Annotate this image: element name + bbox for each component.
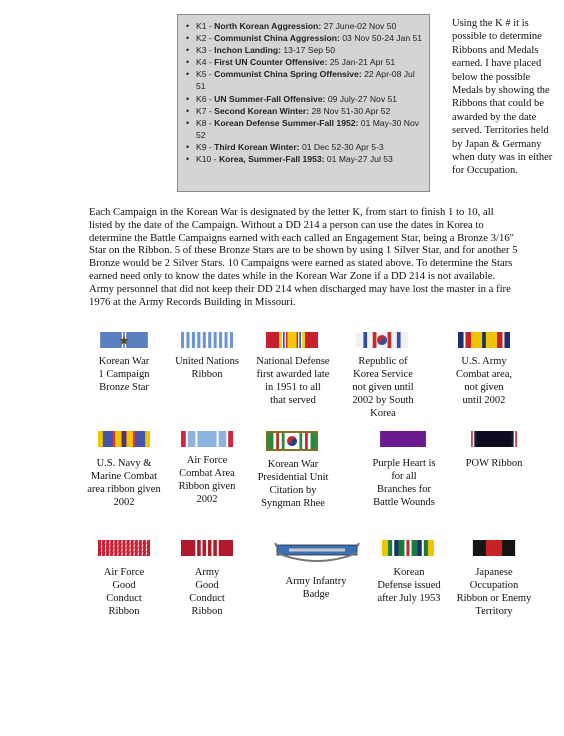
campaign-item: • K4 - First UN Counter Offensive: 25 Jan-21 Apr 51 <box>184 56 425 68</box>
caption-line: Ribbon <box>108 605 140 617</box>
national-defense-ribbon <box>266 332 318 348</box>
caption-line: Combat Area <box>179 467 235 479</box>
national-defense-caption <box>247 356 339 408</box>
caption-line: Occupation <box>469 579 519 591</box>
campaign-dates: 01 Dec 52-30 Apr 5-3 <box>301 141 384 152</box>
caption-line: Army <box>194 567 220 578</box>
campaign-item: • K2 - Communist China Aggression: 03 Nov 50-24 Jan 51 <box>184 32 425 44</box>
campaign-item: • K5 - Communist China Spring Offensive: 22 Apr-08 Jul 51 <box>184 68 425 92</box>
caption-line: not given <box>464 381 504 393</box>
campaign-code: K5 <box>196 69 207 80</box>
campaign-dates: 28 Nov 51-30 Apr 52 <box>311 105 391 116</box>
caption-line: Citation by <box>269 484 317 496</box>
caption-line: Conduct <box>189 592 225 604</box>
campaign-dates: 03 Nov 50-24 Jan 51 <box>342 33 423 44</box>
army-combat-area-caption <box>439 356 529 408</box>
campaign-dates: 13-17 Sep 50 <box>283 45 335 56</box>
united-nations-ribbon <box>181 332 233 348</box>
caption-line: until 2002 <box>462 394 506 406</box>
caption-line: Battle Wounds <box>373 496 435 508</box>
campaign-code: K2 <box>196 33 207 44</box>
campaign-item: • K1 - North Korean Aggression: 27 June-02 Nov 50 <box>184 20 425 32</box>
campaign-code: K8 <box>196 117 207 128</box>
caption-line: in 1951 to all <box>265 381 321 393</box>
campaign-dates: 09 July-27 Nov 51 <box>327 93 398 104</box>
caption-line: Korean <box>393 567 425 578</box>
campaign-item: • K3 - Inchon Landing: 13-17 Sep 50 <box>184 44 425 56</box>
presidential-unit-ribbon <box>266 431 318 451</box>
campaign-item: • K7 - Second Korean Winter: 28 Nov 51-30 Apr 52 <box>184 105 425 117</box>
caption-line: POW Ribbon <box>465 458 523 469</box>
caption-line: United Nations <box>175 356 239 367</box>
caption-line: Bronze Star <box>99 381 149 393</box>
purple-heart-ribbon <box>377 431 429 447</box>
campaign-name: North Korean Aggression: <box>214 21 322 31</box>
caption-line: Air Force <box>186 455 228 466</box>
caption-line: U.S. Army <box>461 356 507 367</box>
purple-heart-caption <box>358 458 450 510</box>
campaign-item: • K8 - Korean Defense Summer-Fall 1952: 01 May-30 Nov 52 <box>184 117 425 141</box>
campaign-code: K1 <box>196 21 207 31</box>
caption-line: area ribbon given <box>87 483 161 495</box>
side-note: Using the K # it is possible to determine Ribbons and Medals earned. I have placed below the possible Medals by showing the Ribbons that could be awarded by the date served. Territories held by Japan & Germany when duty was in either for Occupation. <box>452 18 553 177</box>
rok-service-ribbon <box>356 332 408 348</box>
caption-line: 2002 <box>196 493 218 505</box>
korean-war-ribbon <box>98 332 150 348</box>
caption-line: Combat area, <box>456 368 512 380</box>
united-nations-caption <box>152 356 262 382</box>
navy-marine-combat-ribbon <box>98 431 150 447</box>
army-good-conduct-caption <box>152 567 262 619</box>
caption-line: U.S. Navy & <box>96 458 152 469</box>
campaign-dates: 01 May-27 Jul 53 <box>326 154 393 165</box>
campaign-name: UN Summer-Fall Offensive: <box>214 93 326 104</box>
campaign-list-box <box>177 14 430 192</box>
caption-line: Korea <box>370 407 396 419</box>
occupation-caption <box>449 567 539 619</box>
rok-service-caption <box>337 356 429 421</box>
caption-line: Japanese <box>475 567 513 578</box>
army-good-conduct-ribbon <box>181 540 233 556</box>
caption-line: Presidential Unit <box>257 471 329 483</box>
caption-line: Good <box>112 579 136 591</box>
infantry-badge-ribbon <box>273 535 361 563</box>
caption-line: Territory <box>475 605 513 617</box>
campaign-name: Korean Defense Summer-Fall 1952: <box>214 117 359 128</box>
caption-line: Ribbon <box>191 605 223 617</box>
campaign-dates: 27 June-02 Nov 50 <box>323 21 397 31</box>
infantry-badge-caption <box>266 576 366 602</box>
caption-line: for all <box>391 470 417 482</box>
campaign-name: Inchon Landing: <box>214 45 281 56</box>
campaign-name: Third Korean Winter: <box>214 141 300 152</box>
presidential-unit-caption <box>247 459 339 511</box>
campaign-code: K10 <box>196 154 212 165</box>
campaign-dates: 01 May-30 Nov 52 <box>196 117 420 140</box>
campaign-dates: 25 Jan-21 Apr 51 <box>329 57 396 68</box>
caption-line: Ribbon given <box>178 480 236 492</box>
pow-caption <box>449 458 539 471</box>
caption-line: Korea Service <box>353 368 413 380</box>
caption-line: Marine Combat <box>90 470 158 482</box>
caption-line: Ribbon or Enemy <box>456 592 532 604</box>
caption-line: first awarded late <box>256 368 330 380</box>
caption-line: Purple Heart is <box>372 458 436 469</box>
campaign-name: Korea, Summer-Fall 1953: <box>218 154 325 165</box>
campaign-list <box>184 20 425 165</box>
caption-line: Defense issued <box>377 579 441 591</box>
air-force-combat-ribbon <box>181 431 233 447</box>
caption-line: Ribbon <box>191 368 223 380</box>
caption-line: 2002 by South <box>352 394 414 406</box>
campaign-code: K9 <box>196 141 207 152</box>
campaign-name: Communist China Aggression: <box>214 33 340 44</box>
occupation-ribbon <box>468 540 520 556</box>
caption-line: Korean War <box>98 356 150 367</box>
campaign-code: K7 <box>196 105 207 116</box>
campaign-name: Second Korean Winter: <box>214 105 310 116</box>
pow-ribbon <box>468 431 520 447</box>
air-force-combat-caption <box>152 455 262 507</box>
campaign-item: • K9 - Third Korean Winter: 01 Dec 52-30 Apr 5-3 <box>184 141 425 153</box>
caption-line: 2002 <box>113 496 135 508</box>
caption-line: after July 1953 <box>377 592 441 604</box>
campaign-item: • K6 - UN Summer-Fall Offensive: 09 July-27 Nov 51 <box>184 93 425 105</box>
caption-line: Korean War <box>267 459 319 470</box>
campaign-code: K6 <box>196 93 207 104</box>
korean-defense-ribbon <box>382 540 434 556</box>
af-good-conduct-ribbon <box>98 540 150 556</box>
caption-line: Army Infantry <box>285 576 347 587</box>
korean-defense-caption <box>363 567 455 606</box>
campaign-code: K3 <box>196 45 207 56</box>
caption-line: Air Force <box>103 567 145 578</box>
caption-line: National Defense <box>256 356 330 367</box>
campaign-name: Communist China Spring Offensive: <box>214 69 362 80</box>
campaign-name: First UN Counter Offensive: <box>214 57 328 68</box>
caption-line: Syngman Rhee <box>261 497 325 509</box>
caption-line: Conduct <box>106 592 142 604</box>
army-combat-area-ribbon <box>458 332 510 348</box>
caption-line: not given until <box>352 381 414 393</box>
caption-line: Badge <box>302 588 330 600</box>
intro-paragraph: Each Campaign in the Korean War is designated by the letter K, from start to finish 1 to 10, all listed by the date of the Campaign. Without a DD 214 a person can use the dates in Korea to determine the Battle Campaigns earned with each called an Engagement Star, being a Bronze 3/16" Star on the Ribbon. 5 of these Bronze Stars are to be shown by using 1 Silver Star, and for another 5 Bronze would be 2 Silver Stars. 10 Campaigns were earned as stated above. To determine the Stars earned need only to know the dates while in the Korean War Zone if a DD 214 is not available. Army personnel that did not keep their DD 214 when discharged may have lost the master in a fire 1976 at the Army Records Building in Missouri. <box>89 206 518 308</box>
campaign-dates: 22 Apr-08 Jul 51 <box>196 69 415 92</box>
campaign-code: K4 <box>196 57 207 68</box>
caption-line: 1 Campaign <box>98 368 150 380</box>
campaign-item: • K10 - Korea, Summer-Fall 1953: 01 May-27 Jul 53 <box>184 153 425 165</box>
caption-line: that served <box>270 394 316 406</box>
caption-line: Branches for <box>377 483 431 495</box>
caption-line: Republic of <box>358 356 408 367</box>
caption-line: Good <box>195 579 219 591</box>
